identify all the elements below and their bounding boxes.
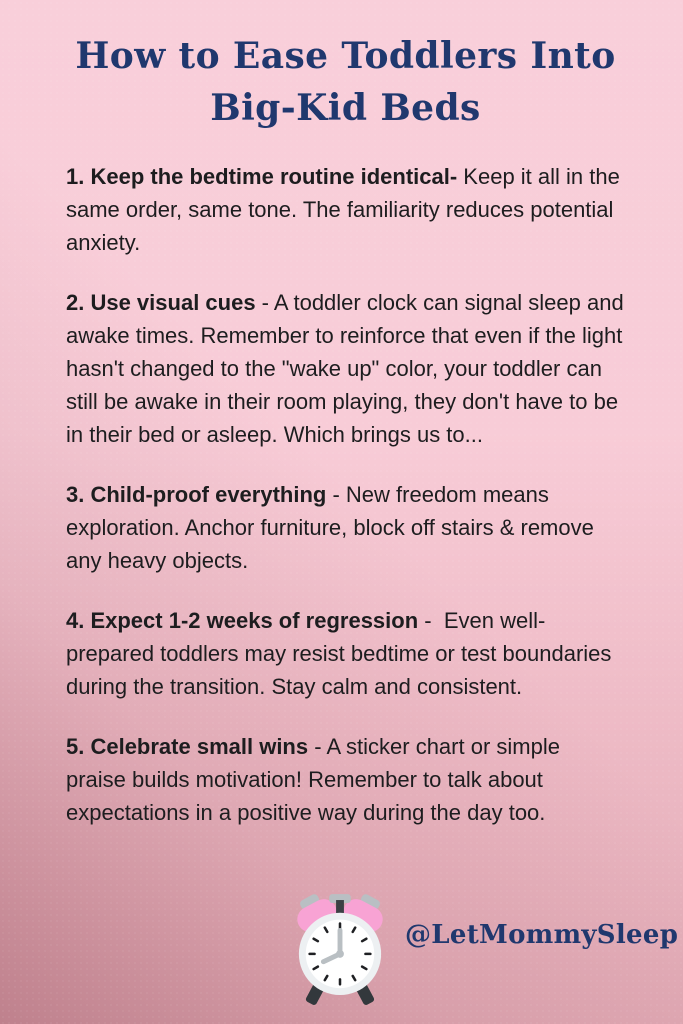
social-handle: @LetMommySleep	[405, 920, 679, 950]
tip-heading: 1. Keep the bedtime routine identical-	[66, 164, 458, 189]
tip-body: Keep it all in the same order, same tone. The familiarity reduces potential anxiety.	[66, 164, 626, 255]
tip-body: - A sticker chart or simple praise builds motivation! Remember to talk about expectations in a positive way during the day too.	[66, 734, 567, 825]
tip-body: - Even well-prepared toddlers may resist bedtime or test boundaries during the transition. Stay calm and consistent.	[66, 608, 618, 699]
page-title-line-1: How to Ease Toddlers Into	[75, 35, 616, 77]
page-title	[66, 30, 625, 134]
tip-heading: 4. Expect 1-2 weeks of regression	[66, 608, 419, 633]
page-title-line-2: Big-Kid Beds	[210, 87, 481, 129]
tip-item-1	[66, 160, 625, 259]
tip-heading: 5. Celebrate small wins	[66, 734, 309, 759]
alarm-clock-icon	[293, 891, 387, 1007]
tip-heading: 2. Use visual cues	[66, 290, 256, 315]
tip-item-5	[66, 730, 625, 829]
tip-item-4	[66, 604, 625, 703]
tip-item-3	[66, 478, 625, 577]
tip-body: - A toddler clock can signal sleep and awake times. Remember to reinforce that even if the light hasn't changed to the "wake up" color, your toddler can still be awake in their room playing, they don't have to be in their bed or asleep. Which brings us to...	[66, 290, 630, 447]
tip-body: - New freedom means exploration. Anchor furniture, block off stairs & remove any heavy objects.	[66, 482, 600, 573]
tip-item-2	[66, 286, 630, 451]
tip-heading: 3. Child-proof everything	[66, 482, 327, 507]
